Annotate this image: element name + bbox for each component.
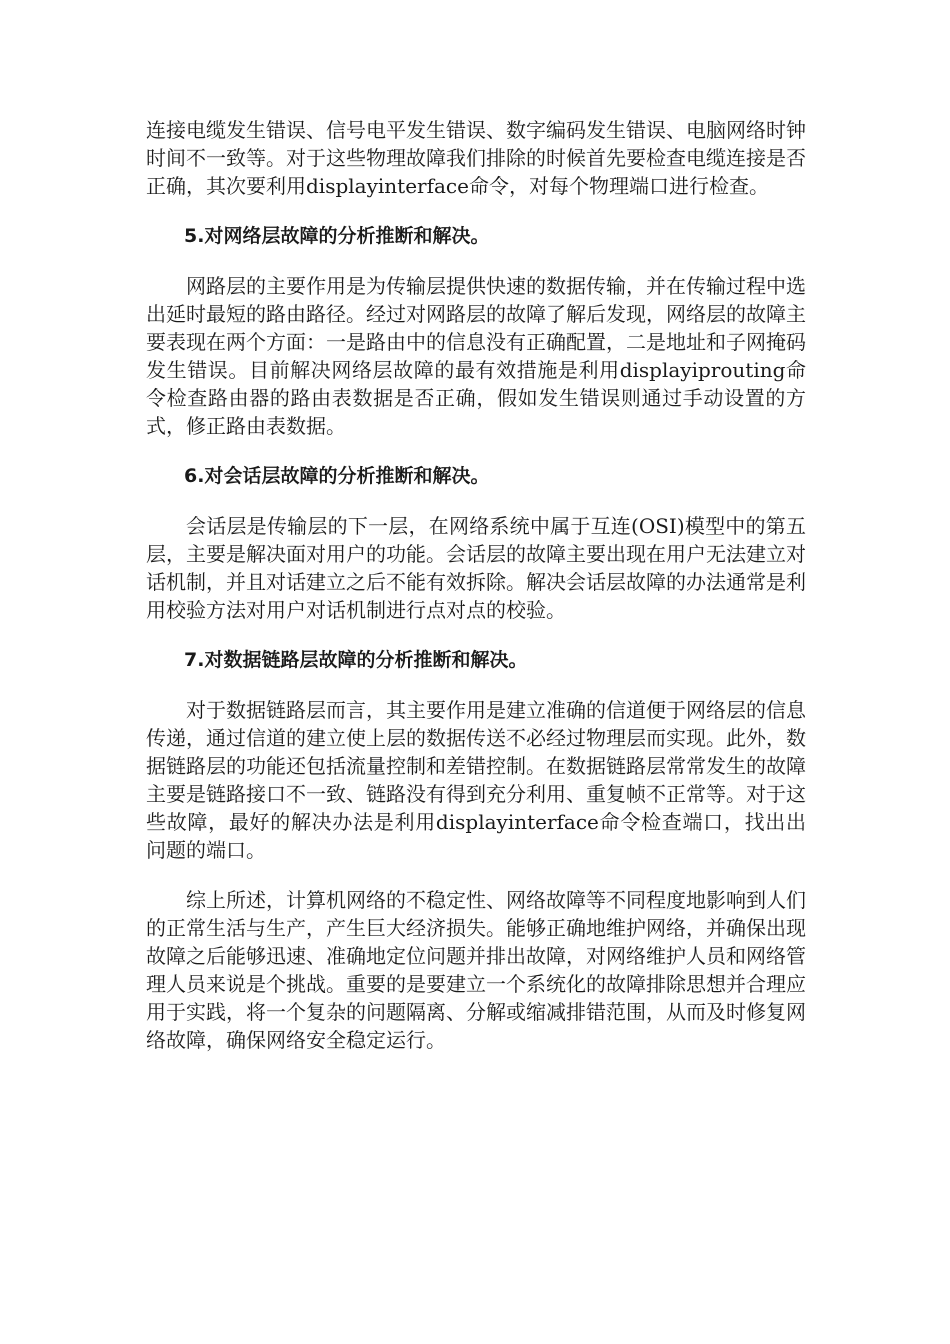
document-page	[146, 116, 806, 1054]
section-heading-session-layer: 6.对会话层故障的分析推断和解决。	[184, 465, 490, 487]
body-paragraph-network-layer: 网路层的主要作用是为传输层提供快速的数据传输，并在传输过程中选出延时最短的路由路径。经过对网路层的故障了解后发现，网络层的故障主要表现在两个方面：一是路由中的信息没有正确配置，二是地址和子网掩码发生错误。目前解决网络层故障的最有效措施是利用displayiprouting命令检查路由器的路由表数据是否正确，假如发生错误则通过手动设置的方式，修正路由表数据。	[146, 274, 806, 438]
body-paragraph-session-layer: 会话层是传输层的下一层，在网络系统中属于互连(OSI)模型中的第五层，主要是解决面对用户的功能。会话层的故障主要出现在用户无法建立对话机制，并且对话建立之后不能有效拆除。解决会话层故障的办法通常是利用校验方法对用户对话机制进行点对点的校验。	[146, 514, 806, 622]
body-paragraph-conclusion: 综上所述，计算机网络的不稳定性、网络故障等不同程度地影响到人们的正常生活与生产，产生巨大经济损失。能够正确地维护网络，并确保出现故障之后能够迅速、准确地定位问题并排出故障，对网络维护人员和网络管理人员来说是个挑战。重要的是要建立一个系统化的故障排除思想并合理应用于实践，将一个复杂的问题隔离、分解或缩减排错范围，从而及时修复网络故障，确保网络安全稳定运行。	[146, 888, 806, 1052]
body-paragraph-physical-layer: 连接电缆发生错误、信号电平发生错误、数字编码发生错误、电脑网络时钟时间不一致等。对于这些物理故障我们排除的时候首先要检查电缆连接是否正确，其次要利用displayinterface命令，对每个物理端口进行检查。	[146, 118, 806, 198]
section-heading-network-layer: 5.对网络层故障的分析推断和解决。	[184, 225, 490, 247]
body-paragraph-data-link-layer: 对于数据链路层而言，其主要作用是建立准确的信道便于网络层的信息传递，通过信道的建立使上层的数据传送不必经过物理层而实现。此外，数据链路层的功能还包括流量控制和差错控制。在数据链路层常常发生的故障主要是链路接口不一致、链路没有得到充分利用、重复帧不正常等。对于这些故障，最好的解决办法是利用displayinterface命令检查端口，找出出问题的端口。	[146, 698, 806, 862]
section-heading-data-link-layer: 7.对数据链路层故障的分析推断和解决。	[184, 649, 528, 671]
